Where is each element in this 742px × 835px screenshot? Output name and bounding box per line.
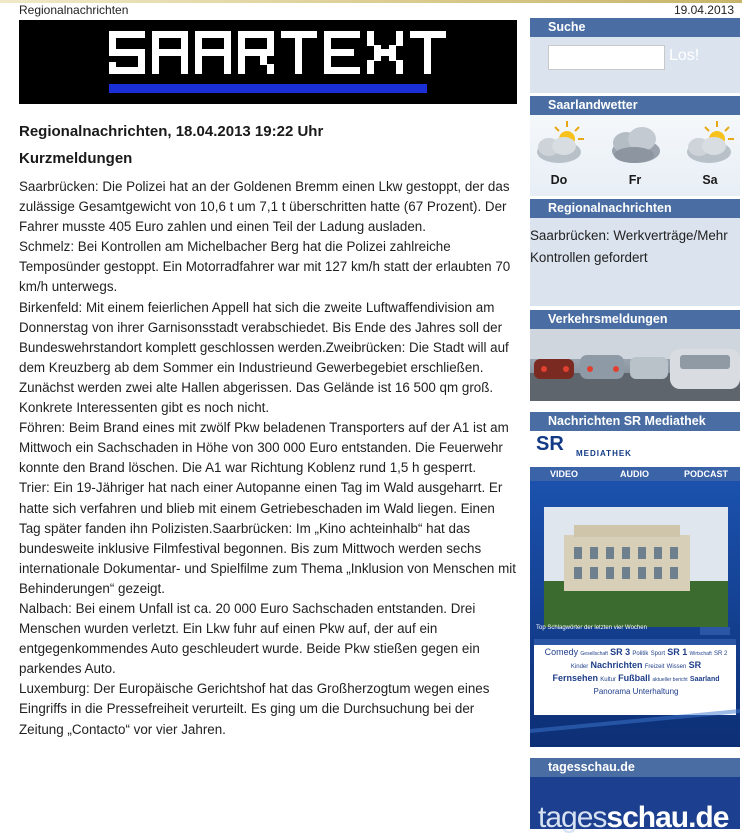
- section-label: Regionalnachrichten: [19, 3, 129, 17]
- weather-day-do: Do: [550, 173, 568, 187]
- banner-accent-bar: [109, 84, 427, 93]
- news-item: Saarbrücken: Die Polizei hat an der Goldenen Bremm einen Lkw gestoppt, der das zulässige Gesamtgewicht von 10,6 t um 7,1 t überschritten hatte (67 Prozent). Der Fahrer musste 405 Euro zahlen und einen Teil der Ladung ausladen.: [19, 179, 510, 235]
- top-bar: [0, 2, 742, 18]
- tagesschau-logo: tagesschau.de: [538, 801, 729, 834]
- saartext-logo: [19, 20, 517, 104]
- tag-cloud-heading: Top Schlagwörter der letzten vier Wochen: [536, 625, 647, 631]
- weather-heading[interactable]: Saarlandwetter: [530, 96, 740, 115]
- cloud-icon: [606, 119, 664, 169]
- tag[interactable]: SR 3: [610, 647, 631, 657]
- tag[interactable]: Saarland: [689, 676, 720, 683]
- search-input[interactable]: [548, 45, 665, 70]
- news-item: Luxemburg: Der Europäische Gerichtshof hat das Großherzogtum wegen eines Eingriffs in die Pressefreiheit verurteilt. Es ging um die Durchsuchung bei der Zeitung „Contacto“ vor vier Jahren.: [19, 681, 490, 737]
- tag[interactable]: Panorama: [593, 687, 631, 696]
- traffic-heading[interactable]: Verkehrsmeldungen: [530, 310, 740, 329]
- weather-day-sa: Sa: [702, 173, 718, 187]
- page-title: Regionalnachrichten, 18.04.2013 19:22 Uhr: [19, 123, 324, 140]
- tag[interactable]: Fußball: [618, 673, 651, 683]
- tab-podcast[interactable]: PODCAST: [684, 469, 729, 479]
- news-item: Trier: Ein 19-Jähriger hat nach einer Autopanne einen Tag im Wald ausgeharrt. Er hatte sich verfahren und blieb mit einem Getriebeschaden im Wald liegen. Einen Tag später fanden ihn Polizisten.Saarbrücken: Im „Kino achteinhalb“ hat das bundesweite inklusive Filmfestival begonnen. Bis zum Mittwoch werden sechs internationale Dokumentar- und Spielfilme zum Thema „Inklusion von Menschen mit Behinderungen“ gezeigt.: [19, 480, 516, 596]
- news-list: [19, 177, 519, 740]
- regional-heading[interactable]: Regionalnachrichten: [530, 199, 740, 218]
- sun-cloud-icon: [531, 119, 589, 169]
- regional-teaser-box: [530, 218, 740, 306]
- tag[interactable]: Kinder: [570, 664, 589, 670]
- weather-day-fr: Fr: [628, 173, 642, 187]
- sidebar: [530, 18, 740, 834]
- news-item: Föhren: Beim Brand eines mit zwölf Pkw beladenen Transporters auf der A1 ist am Mittwoch ein Sachschaden in Höhe von 300 000 Euro entstanden. Die Feuerwehr konnte den Brand löschen. Die A1 war Richtung Koblenz rund 1,5 h gesperrt.: [19, 420, 509, 476]
- date-label: 19.04.2013: [673, 3, 734, 17]
- sun-cloud-icon: [681, 119, 739, 169]
- tag[interactable]: Unterhaltung: [632, 687, 679, 696]
- traffic-cars-image: [530, 329, 740, 401]
- news-item-highlighted: Schmelz: Bei Kontrollen am Michelbacher Berg hat die Polizei zahlreiche Temposünder gestoppt. Ein Motorradfahrer war mit 127 km/h statt der erlaubten 70 km/h unterwegs.: [19, 237, 519, 297]
- tag[interactable]: aktueller bericht: [652, 677, 688, 683]
- tab-audio[interactable]: AUDIO: [620, 469, 649, 479]
- tag[interactable]: Comedy: [544, 647, 579, 657]
- traffic-image[interactable]: [530, 329, 740, 401]
- search-button[interactable]: Los!: [669, 47, 700, 64]
- weather-widget[interactable]: [530, 115, 740, 196]
- section-subtitle: Kurzmeldungen: [19, 150, 133, 167]
- search-heading: Suche: [530, 18, 740, 37]
- tag[interactable]: SR: [688, 660, 702, 670]
- tag[interactable]: Kultur: [600, 677, 616, 683]
- tagesschau-heading[interactable]: tagesschau.de: [530, 758, 740, 777]
- mediathek-logo-text: MEDIATHEK: [576, 449, 632, 458]
- tag[interactable]: Wissen: [666, 664, 687, 670]
- tag[interactable]: Freizeit: [644, 664, 665, 670]
- news-item: Nalbach: Bei einem Unfall ist ca. 20 000 Euro Sachschaden entstanden. Drei Menschen wurden verletzt. Ein Lkw fuhr auf einen Pkw auf, der auf ein entgegenkommendes Auto geschleudert wurde. Beide Pkw stießen gegen ein parkendes Auto.: [19, 600, 480, 677]
- mediathek-widget[interactable]: [530, 431, 740, 747]
- tagesschau-widget[interactable]: [530, 777, 740, 834]
- news-item: Birkenfeld: Mit einem feierlichen Appell hat sich die zweite Luftwaffendivision am Donnerstag von ihrer Garnisonsstadt verabschiedet. Bis Ende des Jahres soll der Bundeswehrstandort komplett geschlossen werden.Zweibrücken: Die Stadt will auf dem Kreuzberg ab dem Sommer ein Industrieund Gewerbegebiet erschließen. Zunächst werden zwei alte Hallen abgerissen. Das Gelände ist 16 500 qm groß. Konkrete Interessenten gibt es noch nicht.: [19, 299, 509, 416]
- tag[interactable]: SR 1: [667, 647, 688, 657]
- tag[interactable]: Gesellschaft: [580, 651, 608, 657]
- saartext-banner[interactable]: [19, 20, 517, 104]
- tag[interactable]: Nachrichten: [590, 660, 643, 670]
- mediathek-heading[interactable]: Nachrichten SR Mediathek: [530, 412, 740, 431]
- sr-logo: SR: [536, 433, 564, 455]
- tag-cloud: [538, 647, 734, 697]
- search-box: [530, 37, 740, 93]
- tag[interactable]: Fernsehen: [552, 673, 598, 683]
- regional-teaser-link[interactable]: Saarbrücken: Werkverträge/Mehr Kontrollen gefordert: [530, 228, 728, 265]
- main-content: [19, 121, 519, 740]
- tab-video[interactable]: VIDEO: [550, 469, 579, 479]
- tag[interactable]: Sport: [650, 651, 666, 657]
- tag[interactable]: Politik: [632, 651, 649, 657]
- tag[interactable]: SR 2: [713, 651, 728, 657]
- tag[interactable]: Wirtschaft: [689, 651, 712, 657]
